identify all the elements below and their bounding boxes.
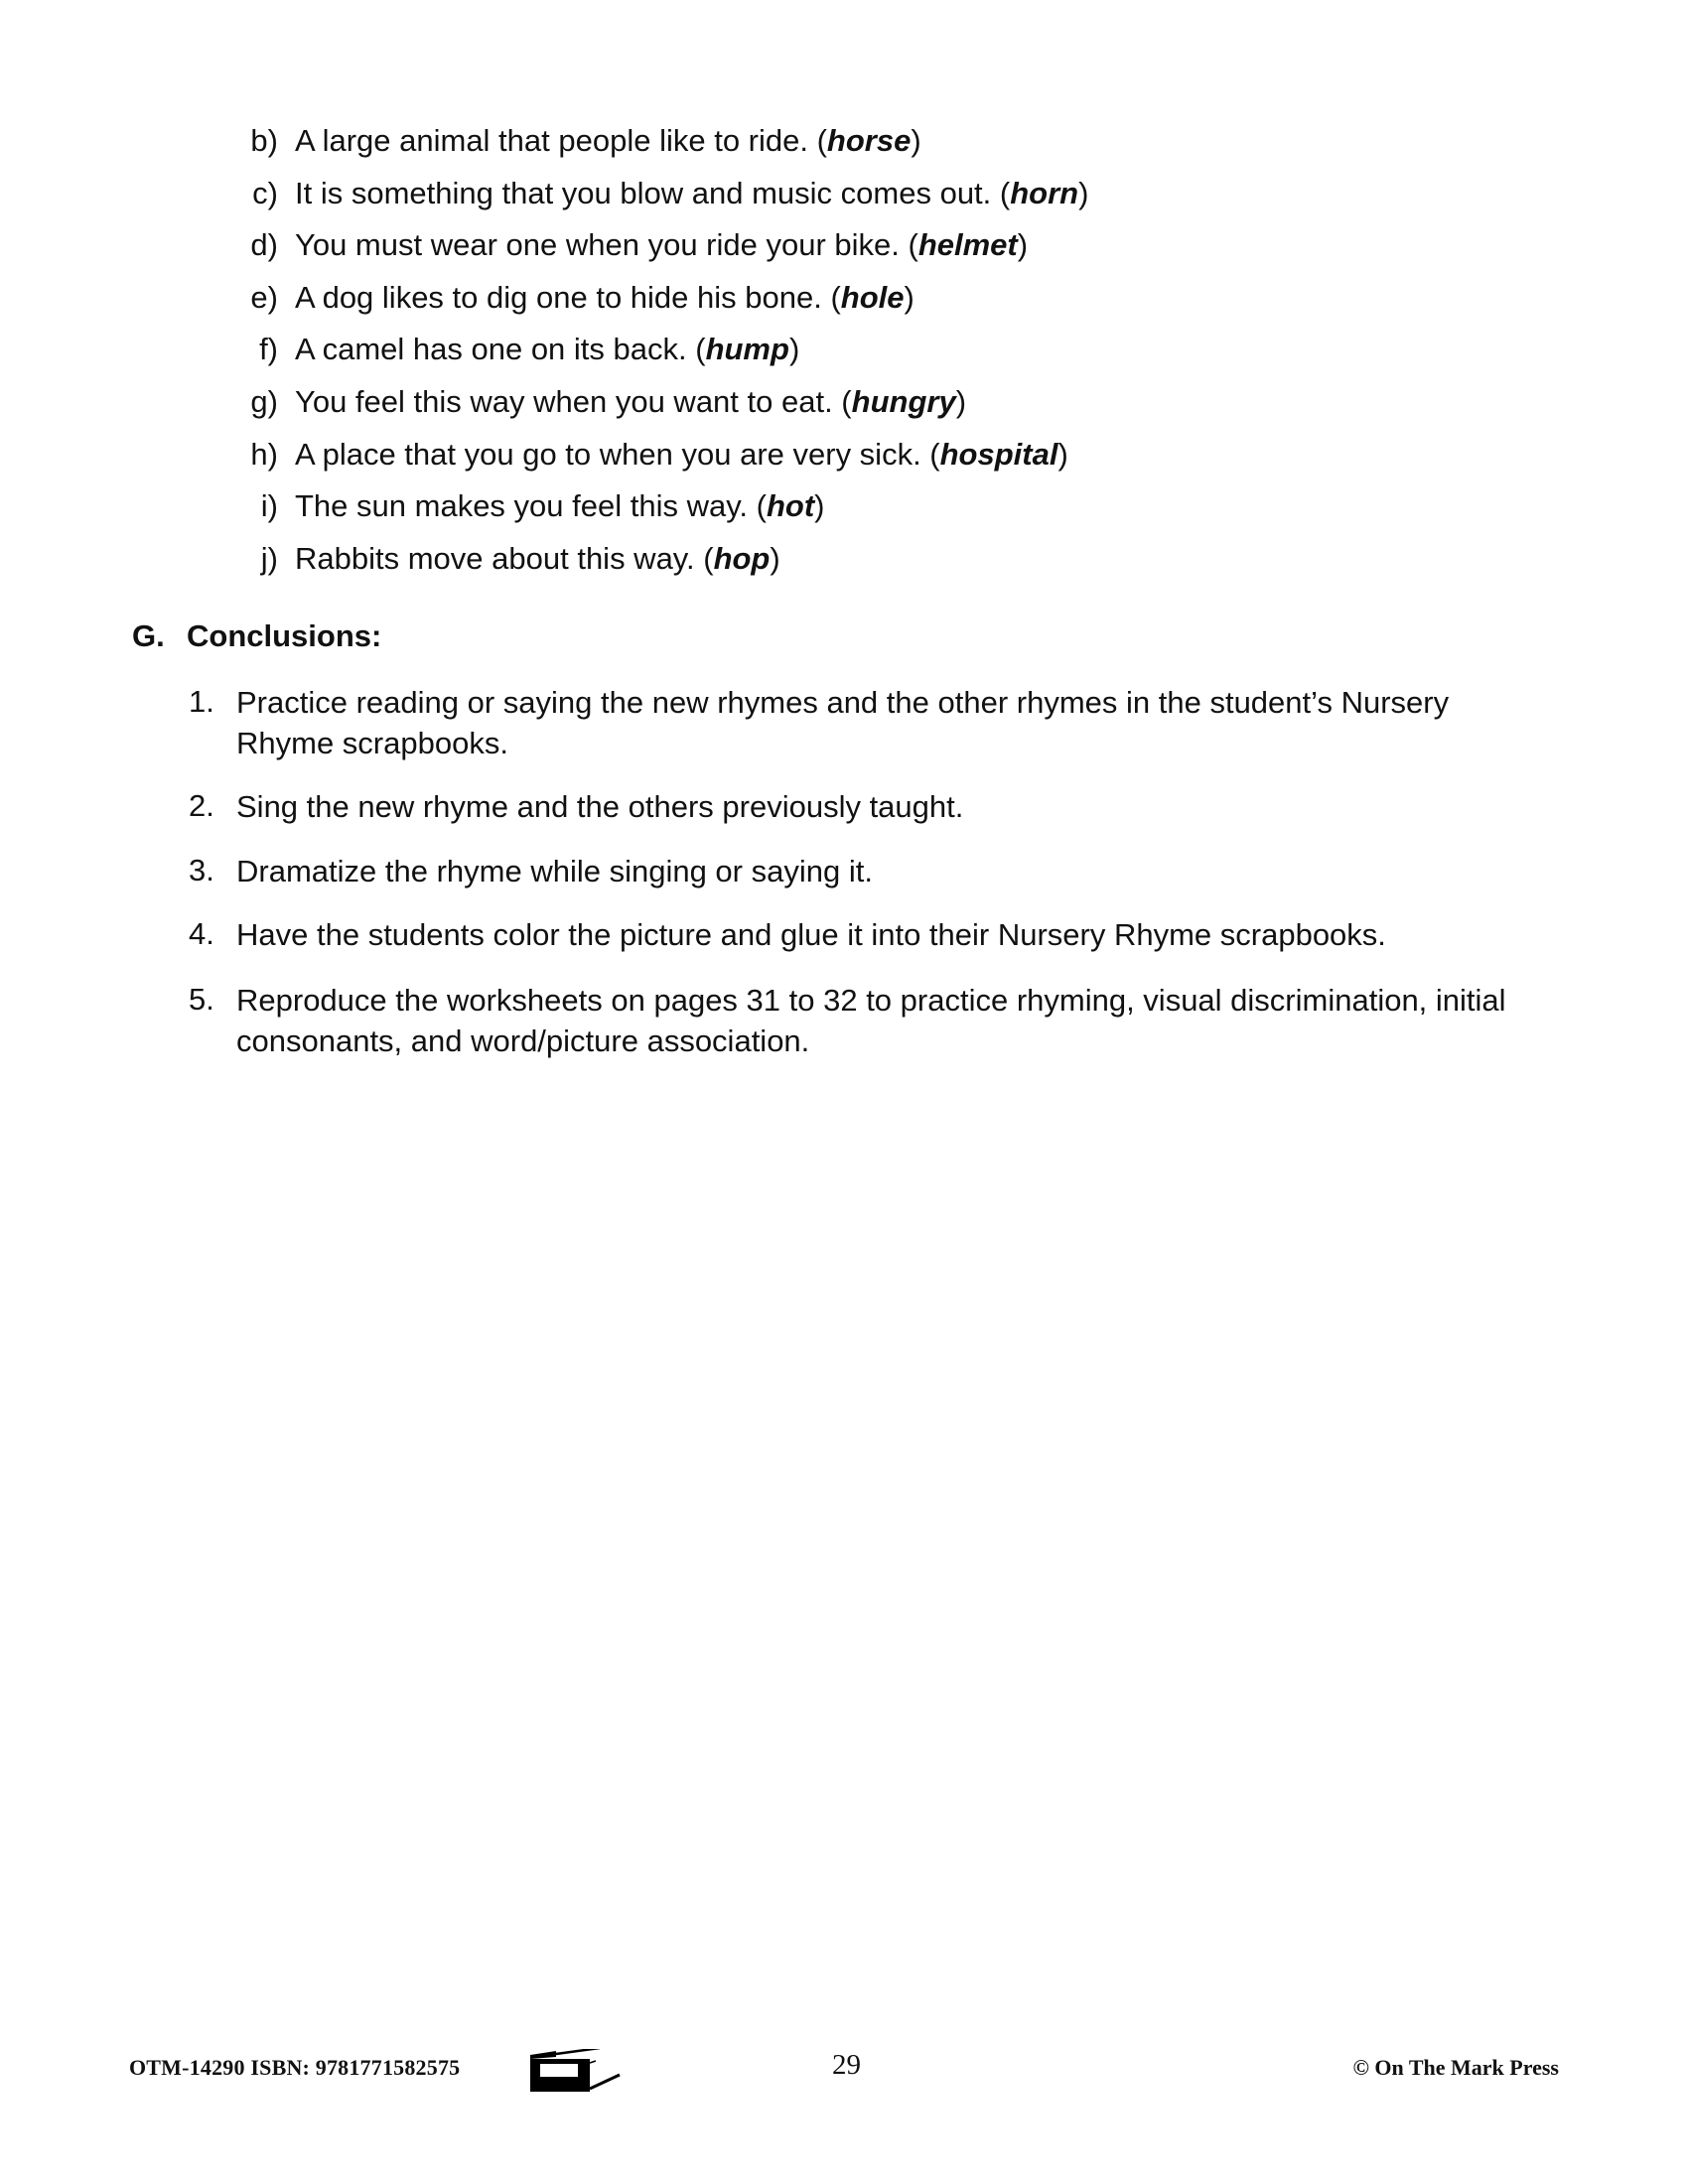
clue-letter: j): [260, 541, 278, 576]
item-number: 2.: [189, 788, 214, 823]
clue-close: ): [814, 488, 825, 523]
page-number: 29: [832, 2049, 861, 2081]
clue-text: [295, 121, 921, 161]
clue-question: A large animal that people like to ride. (: [295, 123, 827, 158]
clue-text: [295, 382, 966, 422]
clue-close: ): [955, 384, 967, 419]
photocopier-icon: [528, 2049, 628, 2093]
copyright: © On The Mark Press: [1352, 2055, 1559, 2080]
clue-item: [0, 382, 1489, 422]
isbn-code: OTM-14290 ISBN: 9781771582575: [129, 2055, 461, 2080]
clue-item: [0, 486, 1489, 526]
section-title: Conclusions:: [187, 618, 382, 653]
clue-letter: d): [250, 227, 278, 262]
clue-item: [0, 278, 1489, 318]
clue-question: It is something that you blow and music comes out. (: [295, 176, 1011, 210]
clue-text: [295, 225, 1028, 265]
clue-close: ): [788, 332, 800, 366]
item-text: Sing the new rhyme and the others previously taught.: [236, 789, 964, 824]
clue-close: ): [1078, 176, 1089, 210]
clue-text: [295, 330, 799, 369]
item-number: 1.: [189, 684, 214, 719]
item-text: Have the students color the picture and glue it into their Nursery Rhyme scrapbooks.: [236, 917, 1386, 952]
item-number: 3.: [189, 853, 214, 887]
clue-answer: hot: [766, 488, 815, 523]
clue-answer: hospital: [939, 437, 1058, 472]
item-text: Practice reading or saying the new rhymes and the other rhymes in the student’s Nursery Rhyme scrapbooks.: [236, 685, 1450, 760]
clue-question: A place that you go to when you are very sick. (: [295, 437, 940, 472]
item-text: Dramatize the rhyme while singing or saying it.: [236, 854, 873, 888]
clue-close: ): [770, 541, 780, 576]
clue-question: You must wear one when you ride your bike. (: [295, 227, 918, 262]
clue-letter: f): [259, 332, 278, 366]
clue-close: ): [1057, 437, 1068, 472]
clue-item: [0, 539, 1489, 579]
clue-answer: horn: [1010, 176, 1079, 210]
clue-letter: c): [252, 176, 278, 210]
clue-item: [0, 121, 1489, 161]
clue-text: [295, 278, 914, 318]
clue-question: A dog likes to dig one to hide his bone. (: [295, 280, 841, 315]
clue-close: ): [911, 123, 921, 158]
clue-answer: hop: [713, 541, 771, 576]
clue-answer: helmet: [917, 227, 1018, 262]
clue-text: [295, 486, 825, 526]
clue-letter: i): [260, 488, 278, 523]
clue-text: [295, 174, 1088, 213]
clue-item: [0, 174, 1489, 213]
item-number: 5.: [189, 982, 214, 1017]
clue-text: [295, 539, 780, 579]
clue-question: A camel has one on its back. (: [295, 332, 706, 366]
clue-letter: g): [250, 384, 278, 419]
clue-answer: hump: [705, 332, 789, 366]
clue-question: Rabbits move about this way. (: [295, 541, 714, 576]
page-footer: [0, 2047, 1688, 2097]
clue-item: [0, 330, 1489, 369]
item-number: 4.: [189, 916, 214, 951]
clue-item: [0, 435, 1489, 475]
clue-letter: h): [250, 437, 278, 472]
clue-text: [295, 435, 1068, 475]
clue-close: ): [904, 280, 914, 315]
clue-answer: hungry: [851, 384, 956, 419]
section-letter: G.: [132, 618, 165, 653]
item-text: Reproduce the worksheets on pages 31 to 32 to practice rhyming, visual discrimination, initial consonants, and word/picture association.: [236, 983, 1506, 1058]
clue-letter: b): [250, 123, 278, 158]
clue-answer: hole: [840, 280, 905, 315]
clue-close: ): [1017, 227, 1029, 262]
clue-item: [0, 225, 1489, 265]
clue-question: The sun makes you feel this way. (: [295, 488, 767, 523]
clue-answer: horse: [826, 123, 912, 158]
clue-letter: e): [250, 280, 278, 315]
clue-question: You feel this way when you want to eat. (: [295, 384, 852, 419]
